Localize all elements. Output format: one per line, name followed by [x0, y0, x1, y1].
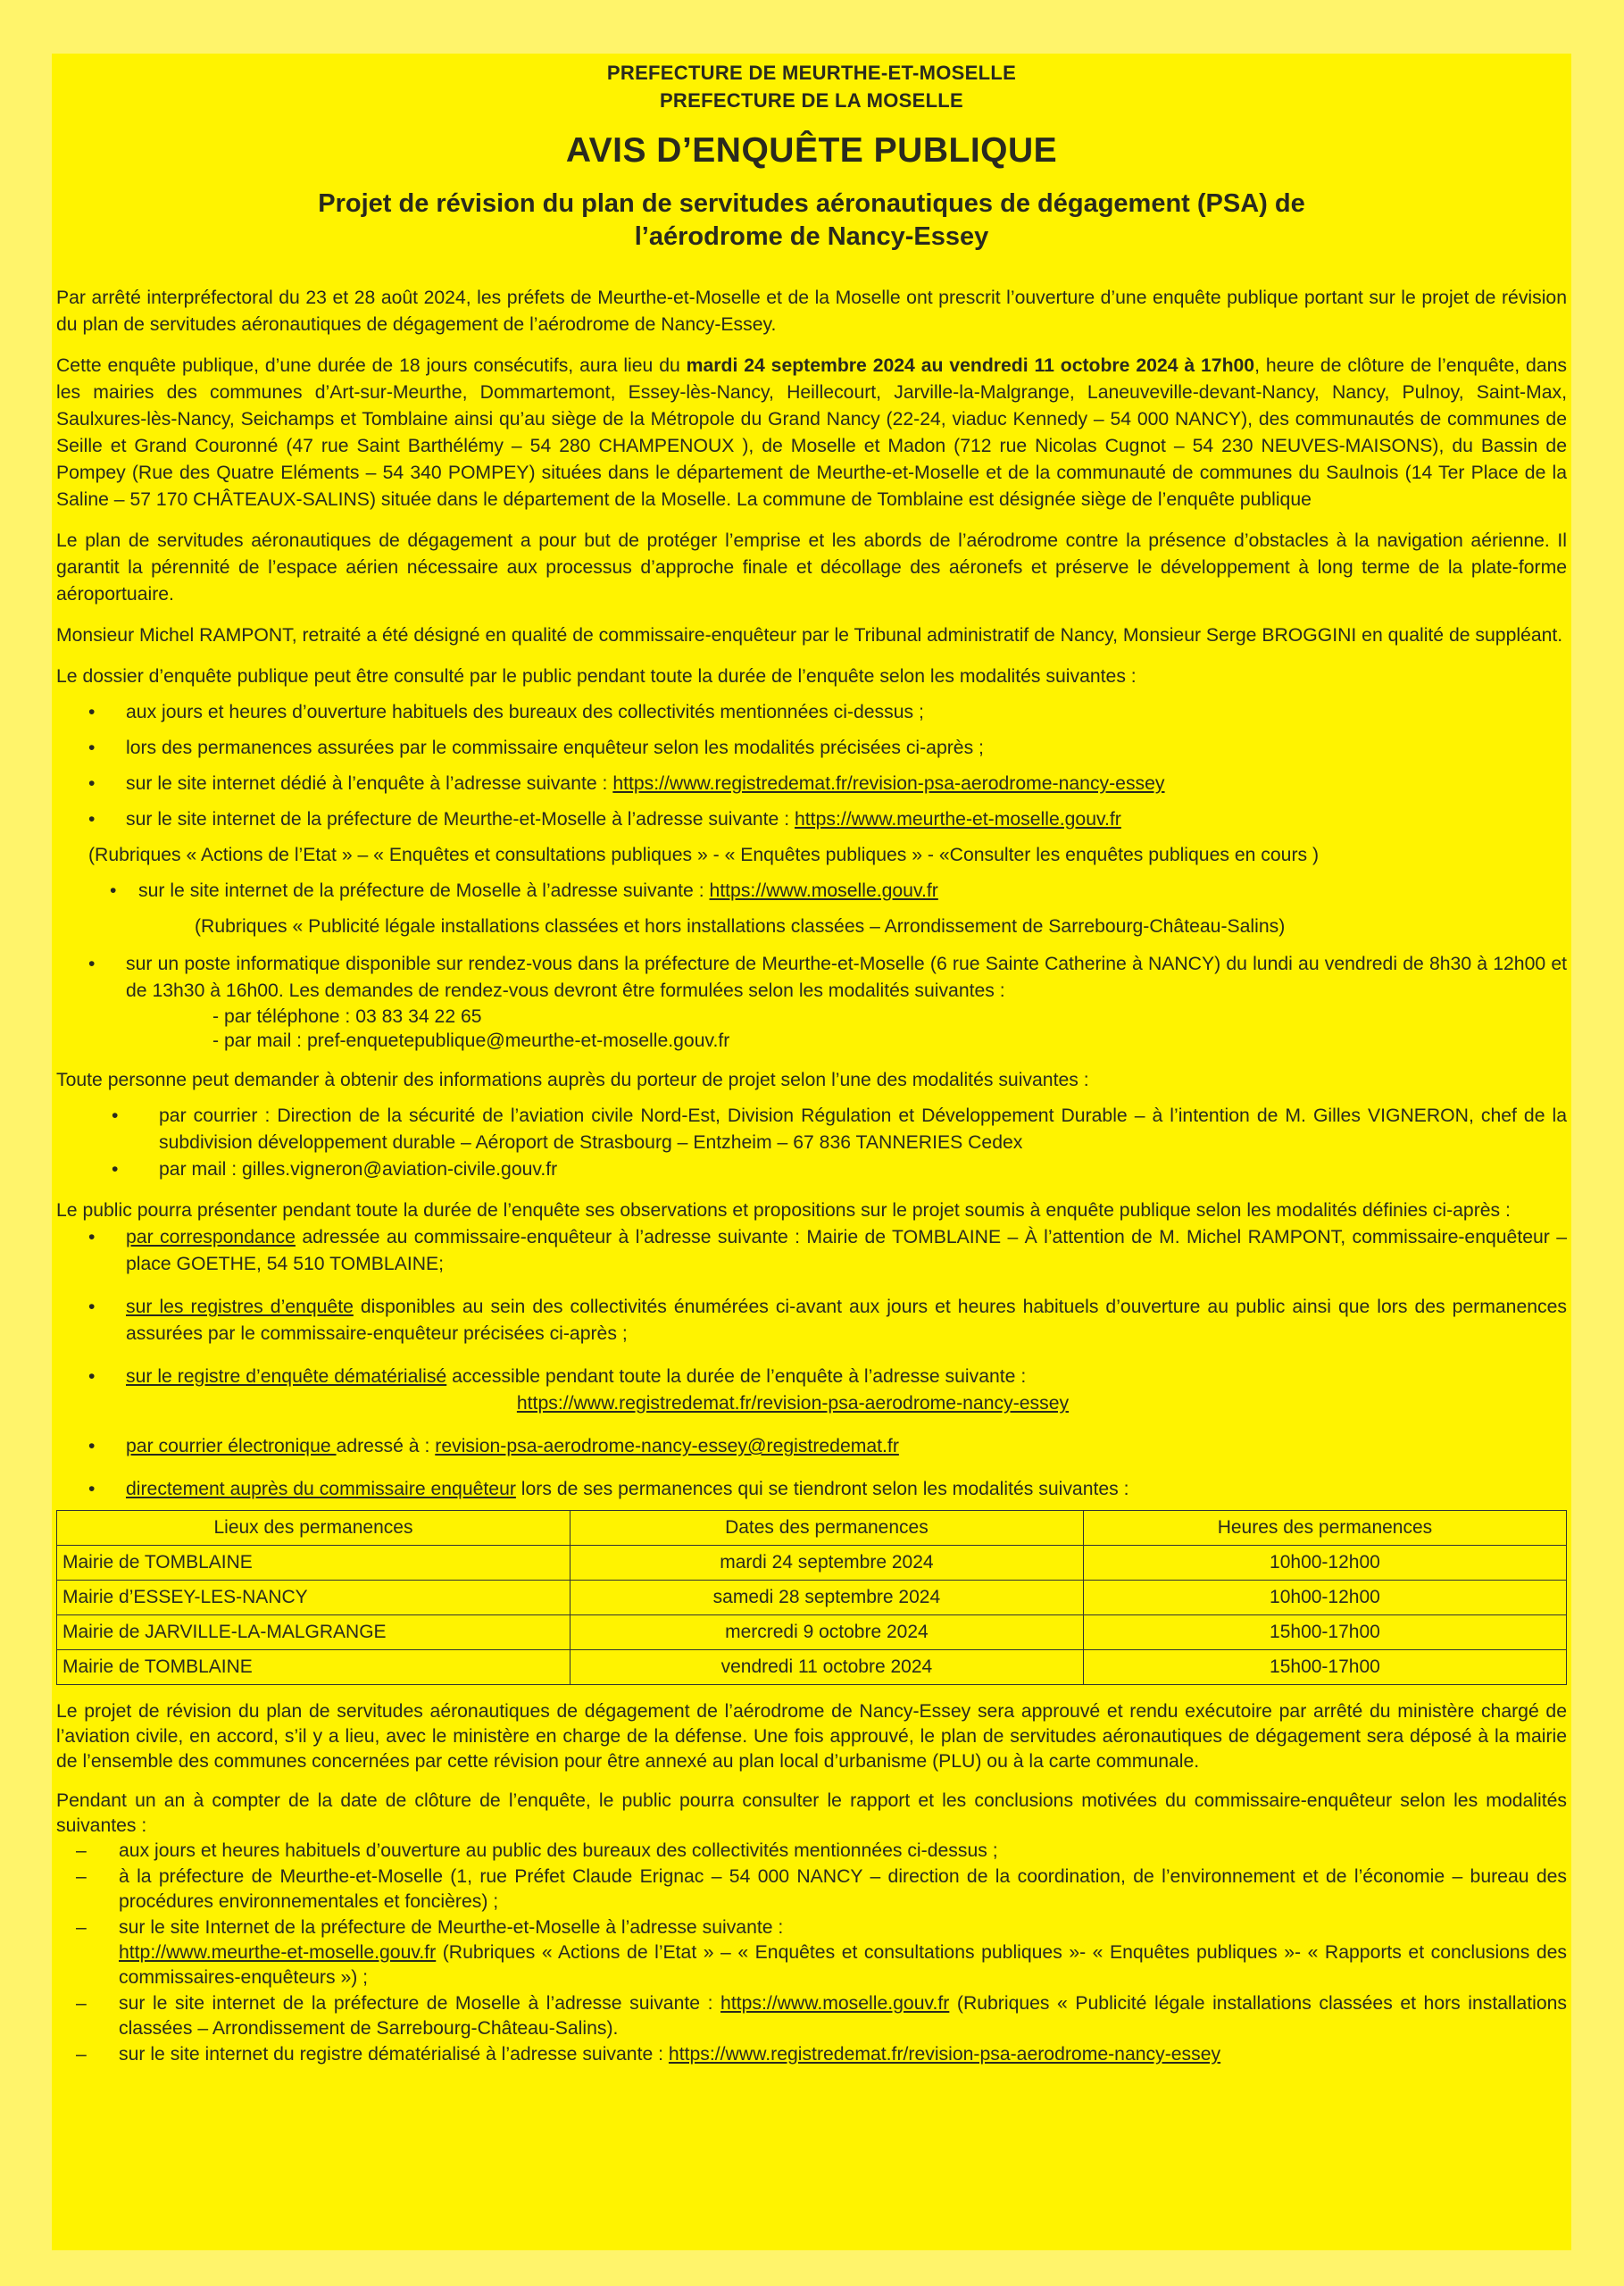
header-heures: Heures des permanences — [1083, 1511, 1566, 1546]
obs-label: par correspondance — [126, 1227, 296, 1247]
paragraph-approbation: Le projet de révision du plan de servitudes aéronautiques de dégagement de l’aérodrome de Nancy-Essey sera approuvé et rendu exécutoire par arrêté du ministère chargé de l’aviation civile, en accord, s’il y a lieu, avec le ministère en charge de la défense. Une fois approuvé, le plan de servitudes aéronautiques de dégagement sera déposé à la mairie de l’ensemble des communes concernées par cette révision pour être annexé au plan local d’urbanisme (PLU) ou à la carte communale. — [56, 1701, 1567, 1772]
header-dates: Dates des permanences — [570, 1511, 1083, 1546]
list-item-rubriques: (Rubriques « Actions de l’Etat » – « Enquêtes et consultations publiques »- « Enquêtes publiques »- « Rapports et conclusions des commissaires-enquêteurs ») ; — [119, 1942, 1567, 1988]
list-item-text: sur le site internet de la préfecture de Moselle à l’adresse suivante : — [138, 880, 710, 901]
duree-text-after: , heure de clôture de l’enquête, dans les mairies des communes d’Art-sur-Meurthe, Dommartemont, Essey-lès-Nancy, Heillecourt, Jarville-la-Malgrange, Laneuveville-devant-Nancy, Nancy, Pulnoy, Saint-Max, Saulxures-lès-Nancy, Seichamps et Tomblaine ainsi qu’au siège de la Métropole du Grand Nancy (22-24, viaduc Kennedy – 54 000 NANCY), des communautés de communes de Seille et Grand Couronné (47 rue Saint Barthélémy – 54 280 CHAMPENOUX ), de Moselle et Madon (712 rue Nicolas Cugnot – 54 230 NEUVES-MAISONS), du Bassin de Pompey (Rue des Quatre Eléments – 54 340 POMPEY) situées dans le département de Meurthe-et-Moselle et de la communauté de communes du Saulnois (14 Ter Place de la Saline – 57 170 CHÂTEAUX-SALINS) située dans le département de la Moselle. La commune de Tomblaine est désignée siège de l’enquête publique — [56, 355, 1567, 510]
subtitle-line-2: l’aérodrome de Nancy-Essey — [634, 222, 989, 251]
paragraph-arrete: Par arrêté interpréfectoral du 23 et 28 août 2024, les préfets de Meurthe-et-Moselle et de la Moselle ont prescrit l’ouverture d’une enquête publique portant sur le projet de révision du plan de servitudes aéronautiques de dégagement de l’aérodrome de Nancy-Essey. — [56, 288, 1567, 335]
rubriques-note-2: (Rubriques « Publicité légale installations classées et hors installations classées – Arrondissement de Sarrebourg-Château-Salins) — [195, 916, 1286, 937]
paragraph-informations: Toute personne peut demander à obtenir des informations auprès du porteur de projet selon l’une des modalités suivantes : — [56, 1070, 1089, 1090]
table-row — [57, 1650, 1567, 1685]
table-row — [57, 1546, 1567, 1581]
list-item: • aux jours et heures d’ouverture habituels des bureaux des collectivités mentionnées ci-dessus ; — [56, 699, 1567, 726]
prefecture-header-2: PREFECTURE DE LA MOSELLE — [659, 89, 964, 112]
cell-lieu: Mairie de JARVILLE-LA-MALGRANGE — [57, 1615, 570, 1650]
cell-date: mardi 24 septembre 2024 — [570, 1546, 1083, 1581]
list-item-text: sur le site internet du registre dématérialisé à l’adresse suivante : — [119, 2044, 669, 2065]
notice-content — [56, 59, 1567, 2068]
obs-text: accessible pendant toute la durée de l’enquête à l’adresse suivante : — [446, 1366, 1027, 1387]
list-item-text: sur le site internet de la préfecture de Meurthe-et-Moselle à l’adresse suivante : — [126, 809, 795, 830]
rapport-list — [56, 1839, 1567, 2067]
list-item: • par mail : gilles.vigneron@aviation-civile.gouv.fr — [56, 1156, 1567, 1183]
subtitle-line-1: Projet de révision du plan de servitudes aéronautiques de dégagement (PSA) de — [318, 189, 1305, 218]
list-item — [56, 1991, 1567, 2041]
duree-text-before: Cette enquête publique, d’une durée de 18 jours consécutifs, aura lieu du — [56, 355, 687, 376]
list-item: – aux jours et heures habituels d’ouverture au public des bureaux des collectivités mentionnées ci-dessus ; — [56, 1839, 1567, 1864]
info-list — [56, 1103, 1567, 1183]
registre-rapport-link[interactable]: https://www.registredemat.fr/revision-psa-aerodrome-nancy-essey — [668, 2044, 1221, 2065]
list-item-rubriques: (Rubriques « Publicité légale installations classées et hors installations classées – Arrondissement de Sarrebourg-Château-Salins). — [119, 1993, 1568, 2039]
list-item: • par courrier : Direction de la sécurité de l’aviation civile Nord-Est, Division Régulation et Développement Durable – à l’intention de M. Gilles VIGNERON, chef de la subdivision développement durable – Aéroport de Strasbourg – Entzheim – 67 836 TANNERIES Cedex — [56, 1103, 1567, 1156]
list-item — [56, 806, 1567, 833]
paragraph-but: Le plan de servitudes aéronautiques de dégagement a pour but de protéger l’emprise et les abords de l’aérodrome contre la présence d’obstacles à la navigation aérienne. Il garantit la pérennité de l’espace aérien nécessaire aux processus d’approche finale et décollage des aéronefs et préserve le développement à long terme de la plate-forme aéroportuaire. — [56, 530, 1567, 605]
obs-registre-line — [126, 1390, 1567, 1417]
observations-list — [56, 1224, 1567, 1503]
paragraph-commissaire: Monsieur Michel RAMPONT, retraité a été désigné en qualité de commissaire-enquêteur par le Tribunal administratif de Nancy, Monsieur Serge BROGGINI en qualité de suppléant. — [56, 625, 1563, 646]
paragraph-dossier: Le dossier d’enquête publique peut être consulté par le public pendant toute la durée de l’enquête selon les modalités suivantes : — [56, 666, 1137, 687]
cell-lieu: Mairie de TOMBLAINE — [57, 1650, 570, 1685]
meurthe-rapport-link[interactable]: http://www.meurthe-et-moselle.gouv.fr — [119, 1942, 437, 1963]
registre-link[interactable]: https://www.registredemat.fr/revision-psa-aerodrome-nancy-essey — [612, 773, 1165, 794]
prefecture-header-1: PREFECTURE DE MEURTHE-ET-MOSELLE — [606, 62, 1017, 84]
email-link[interactable]: revision-psa-aerodrome-nancy-essey@registredemat.fr — [435, 1436, 899, 1456]
list-item — [56, 1224, 1567, 1278]
moselle-link[interactable]: https://www.moselle.gouv.fr — [709, 880, 938, 901]
list-item-text: sur le site internet de la préfecture de Moselle à l’adresse suivante : — [119, 1993, 721, 2014]
meurthe-link[interactable]: https://www.meurthe-et-moselle.gouv.fr — [795, 809, 1121, 830]
rdv-mail: - par mail : pref-enquetepublique@meurthe-et-moselle.gouv.fr — [212, 1030, 730, 1051]
notice-title: AVIS D’ENQUÊTE PUBLIQUE — [565, 131, 1058, 170]
list-item-text: sur le site Internet de la préfecture de Meurthe-et-Moselle à l’adresse suivante : — [119, 1917, 784, 1938]
list-item — [56, 1364, 1567, 1417]
rubriques-note-1: (Rubriques « Actions de l’Etat » – « Enquêtes et consultations publiques » - « Enquêtes publiques » - «Consulter les enquêtes publiques en cours ) — [88, 845, 1320, 865]
list-item-text: sur le site internet dédié à l’enquête à l’adresse suivante : — [126, 773, 613, 794]
registre-demat-link[interactable]: https://www.registredemat.fr/revision-psa-aerodrome-nancy-essey — [516, 1393, 1070, 1414]
table-row — [57, 1581, 1567, 1615]
obs-text: disponibles au sein des collectivités énumérées ci-avant aux jours et heures habituels d’ouverture au public ainsi que lors des permanences assurées par le commissaire-enquêteur précisées ci-après ; — [126, 1297, 1567, 1344]
paragraph-observations: Le public pourra présenter pendant toute la durée de l’enquête ses observations et propositions sur le projet soumis à enquête publique selon les modalités définies ci-après : — [56, 1200, 1511, 1221]
obs-label: sur les registres d’enquête — [126, 1297, 354, 1317]
rdv-phone: - par téléphone : 03 83 34 22 65 — [212, 1006, 482, 1027]
paragraph-duree — [56, 353, 1567, 513]
notice-subtitle — [56, 188, 1567, 254]
list-item — [56, 1915, 1567, 1990]
cell-lieu: Mairie d’ESSEY-LES-NANCY — [57, 1581, 570, 1615]
list-item: • sur un poste informatique disponible sur rendez-vous dans la préfecture de Meurthe-et-Moselle (6 rue Sainte Catherine à NANCY) du lundi au vendredi de 8h30 à 12h00 et de 13h30 à 16h00. Les demandes de rendez-vous devront être formulées selon les modalités suivantes : — [56, 951, 1567, 1005]
moselle-rapport-link[interactable]: https://www.moselle.gouv.fr — [720, 1993, 950, 2014]
cell-heure: 15h00-17h00 — [1083, 1615, 1566, 1650]
obs-text: adressé à : — [336, 1436, 436, 1456]
cell-heure: 10h00-12h00 — [1083, 1581, 1566, 1615]
cell-heure: 10h00-12h00 — [1083, 1546, 1566, 1581]
obs-label: directement auprès du commissaire enquêteur — [126, 1479, 516, 1499]
obs-text: lors de ses permanences qui se tiendront selon les modalités suivantes : — [515, 1479, 1129, 1499]
list-item — [56, 1476, 1567, 1503]
obs-label: sur le registre d’enquête dématérialisé — [126, 1366, 447, 1387]
header-lieux: Lieux des permanences — [57, 1511, 570, 1546]
list-item — [56, 771, 1567, 797]
table-row — [57, 1615, 1567, 1650]
cell-lieu: Mairie de TOMBLAINE — [57, 1546, 570, 1581]
list-item — [56, 2042, 1567, 2067]
list-item: • lors des permanences assurées par le commissaire enquêteur selon les modalités précisées ci-après ; — [56, 735, 1567, 762]
consultation-list-poste — [56, 951, 1567, 1005]
list-item — [56, 1294, 1567, 1347]
paragraph-rapport: Pendant un an à compter de la date de clôture de l’enquête, le public pourra consulter le rapport et les conclusions motivées du commissaire-enquêteur selon les modalités suivantes : — [56, 1790, 1567, 1836]
consultation-list-moselle — [56, 878, 1567, 905]
cell-heure: 15h00-17h00 — [1083, 1650, 1566, 1685]
list-item: – à la préfecture de Meurthe-et-Moselle (1, rue Préfet Claude Erignac – 54 000 NANCY – direction de la coordination, de l’environnement et de l’économie – bureau des procédures environnementales et foncières) ; — [56, 1865, 1567, 1915]
duree-dates-bold: mardi 24 septembre 2024 au vendredi 11 octobre 2024 à 17h00 — [686, 355, 1255, 376]
list-item — [56, 878, 1567, 905]
table-header-row — [57, 1511, 1567, 1546]
consultation-list — [56, 699, 1567, 833]
cell-date: mercredi 9 octobre 2024 — [570, 1615, 1083, 1650]
obs-text: adressée au commissaire-enquêteur à l’adresse suivante : Mairie de TOMBLAINE – À l’attention de M. Michel RAMPONT, commissaire-enquêteur – place GOETHE, 54 510 TOMBLAINE; — [126, 1227, 1568, 1274]
obs-label: par courrier électronique — [126, 1436, 337, 1456]
permanences-table — [56, 1510, 1567, 1685]
cell-date: samedi 28 septembre 2024 — [570, 1581, 1083, 1615]
cell-date: vendredi 11 octobre 2024 — [570, 1650, 1083, 1685]
list-item — [56, 1433, 1567, 1460]
